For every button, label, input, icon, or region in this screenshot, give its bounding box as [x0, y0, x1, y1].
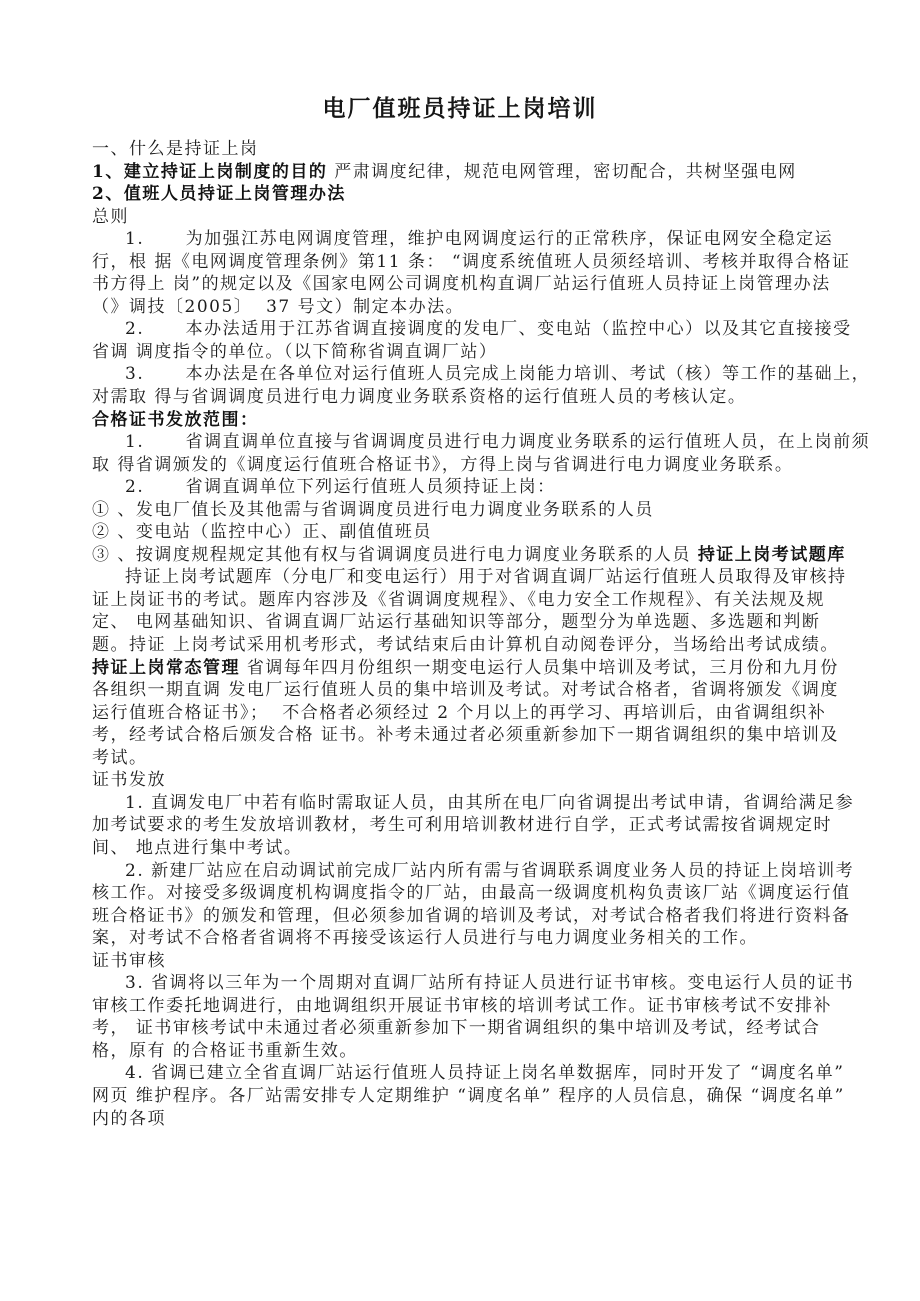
text-line — [92, 228, 834, 251]
text-run: 运行值班合格证书》； 不合格者必须经过 2 个月以上的再学习、再培训后，由省调组织补 — [92, 702, 827, 723]
text-run: 间、 地点进行集中考试。 — [92, 837, 303, 858]
text-line — [92, 814, 834, 837]
text-run: 考试。 — [92, 747, 148, 768]
text-run: 省调每年四月份组织一期变电运行人员集中培训及考试，三月份和九月份 — [240, 657, 839, 678]
text-run: 各组织一期直调 发电厂运行值班人员的集中培训及考试。对考试合格者，省调将颁发《调度 — [92, 680, 839, 701]
bold-text-run: 2、值班人员持证上岗管理办法 — [92, 184, 346, 205]
text-line — [92, 273, 834, 296]
text-line — [92, 905, 851, 928]
text-run: 持证上岗考试题库（分电厂和变电运行）用于对省调直调厂站运行值班人员取得及审核持 — [125, 567, 847, 588]
text-run: 考， 证书审核考试中未通过者必须重新参加下一期省调组织的集中培训及考试，经考试合 — [92, 1018, 821, 1039]
text-run: ② 、变电站（监控中心）正、副值值班员 — [92, 522, 432, 543]
text-run: （》调技〔2005〕 37 号文）制定本办法。 — [92, 296, 465, 317]
text-line — [92, 318, 852, 341]
text-line — [92, 341, 834, 364]
text-line — [92, 251, 851, 274]
text-run: 一、什么是持证上岗 — [92, 139, 259, 159]
text-line — [92, 792, 855, 815]
text-run: 案，对考试不合格者省调将不再接受该运行人员进行与电力调度业务相关的工作。 — [92, 928, 758, 949]
text-line — [92, 927, 834, 950]
text-line — [92, 657, 839, 680]
text-run: 题。持证 上岗考试采用机考形式，考试结束后由计算机自动阅卷评分，当场给出考试成绩。 — [92, 635, 839, 656]
text-line — [92, 1017, 834, 1040]
text-run: 核工作。对接受多级调度机构调度指令的厂站，由最高一级调度机构负责该厂站《调度运行值 — [92, 883, 851, 904]
text-line — [92, 183, 834, 206]
text-run: 审核工作委托地调进行，由地调组织开展证书审核的培训考试工作。证书审核考试不安排补 — [92, 995, 832, 1016]
text-line — [92, 634, 839, 657]
text-line — [92, 972, 855, 995]
text-run: ③ 、按调度规程规定其他有权与省调调度员进行电力调度业务联系的人员 — [92, 544, 698, 565]
text-run: 3. 本办法是在各单位对运行值班人员完成上岗能力培训、考试（核）等工作的基础上， — [125, 364, 871, 385]
text-run: 2. 本办法适用于江苏省调直接调度的发电厂、变电站（监控中心）以及其它直接接受 — [125, 319, 852, 340]
text-line — [92, 1062, 845, 1085]
text-line — [92, 611, 834, 634]
text-line — [92, 544, 846, 567]
text-line — [92, 161, 834, 184]
text-run: 定、 电网基础知识、省调直调厂站运行基础知识等部分，题型分为单选题、多选题和判断 — [92, 612, 821, 633]
text-run: 加考试要求的考生发放培训教材，考生可利用培训教材进行自学，正式考试需按省调规定时 — [92, 815, 832, 836]
text-line — [92, 995, 834, 1018]
text-run: 格，原有 的合格证书重新生效。 — [92, 1040, 358, 1061]
text-run: 证书发放 — [92, 770, 166, 791]
document-body — [92, 138, 871, 1130]
text-run: 总则 — [92, 206, 129, 227]
text-line — [92, 476, 834, 499]
text-line — [92, 702, 834, 725]
text-line — [92, 206, 834, 229]
text-run: 班合格证书》的颁发和管理，但必须参加省调的培训及考试，对考试合格者我们将进行资料备 — [92, 905, 851, 926]
text-run: 取 得省调颁发的《调度运行值班合格证书》，方得上岗与省调进行电力调度业务联系。 — [92, 454, 794, 475]
text-run: 内的各项 — [92, 1108, 166, 1129]
text-line — [92, 521, 834, 544]
text-line — [92, 138, 834, 161]
text-run: 1. 直调发电厂中若有临时需取证人员，由其所在电厂向省调提出考试申请，省调给满足参 — [125, 792, 855, 813]
text-run: 证书审核 — [92, 950, 166, 971]
text-run: 书方得上 岗”的规定以及《国家电网公司调度机构直调厂站运行值班人员持证上岗管理办法 — [92, 274, 831, 295]
text-run: 2. 省调直调单位下列运行值班人员须持证上岗： — [125, 477, 556, 498]
text-line — [92, 679, 839, 702]
text-line — [92, 882, 851, 905]
text-line — [92, 454, 834, 477]
text-line — [92, 1040, 834, 1063]
text-line — [92, 747, 834, 770]
text-run: 2. 新建厂站应在启动调试前完成厂站内所有需与省调联系调度业务人员的持证上岗培训考 — [125, 860, 855, 881]
text-line — [92, 837, 834, 860]
bold-text-run: 合格证书发放范围： — [92, 409, 259, 430]
text-run: 证上岗证书的考试。题库内容涉及《省调调度规程》、《电力安全工作规程》、有关法规及规 — [92, 589, 825, 610]
text-run: 严肃调度纪律，规范电网管理，密切配合，共树坚强电网 — [327, 161, 797, 182]
text-line — [92, 724, 839, 747]
document-title: 电厂值班员持证上岗培训 — [322, 95, 598, 122]
text-line — [92, 950, 834, 973]
text-line — [92, 499, 834, 522]
text-run: 考，经考试合格后颁发合格 证书。补考未通过者必须重新参加下一期省调组织的集中培训及 — [92, 725, 839, 746]
text-run: 1. 为加强江苏电网调度管理，维护电网调度运行的正常秩序，保证电网安全稳定运 — [125, 229, 834, 250]
bold-text-run: 持证上岗考试题库 — [697, 544, 846, 565]
bold-text-run: 持证上岗常态管理 — [92, 657, 240, 678]
text-line — [92, 296, 834, 319]
text-line — [92, 386, 834, 409]
text-line — [92, 363, 871, 386]
text-line — [92, 860, 855, 883]
text-run: 对需取 得与省调调度员进行电力调度业务联系资格的运行值班人员的考核认定。 — [92, 387, 747, 408]
text-line — [92, 589, 834, 612]
text-run: 省调 调度指令的单位。（以下简称省调直调厂站） — [92, 341, 498, 362]
text-line — [92, 566, 847, 589]
text-run: ① 、发电厂值长及其他需与省调调度员进行电力调度业务联系的人员 — [92, 499, 654, 520]
text-run: 3. 省调将以三年为一个周期对直调厂站所有持证人员进行证书审核。变电运行人员的证书 — [125, 973, 855, 994]
text-line — [92, 769, 834, 792]
text-run: 1. 省调直调单位直接与省调调度员进行电力调度业务联系的运行值班人员，在上岗前须 — [125, 432, 871, 453]
text-run: 行，根 据《电网调度管理条例》第11 条： “调度系统值班人员须经培训、考核并取得合格证 — [92, 251, 851, 272]
text-run: 4. 省调已建立全省直调厂站运行值班人员持证上岗名单数据库，同时开发了 “调度名单” — [125, 1063, 845, 1084]
bold-text-run: 1、建立持证上岗制度的目的 — [92, 161, 328, 182]
text-line — [92, 431, 871, 454]
text-line — [92, 1085, 845, 1108]
text-run: 网页 维护程序。各厂站需安排专人定期维护 “调度名单” 程序的人员信息，确保 “调度名单” — [92, 1085, 845, 1106]
text-line — [92, 409, 834, 432]
text-line — [92, 1108, 834, 1131]
